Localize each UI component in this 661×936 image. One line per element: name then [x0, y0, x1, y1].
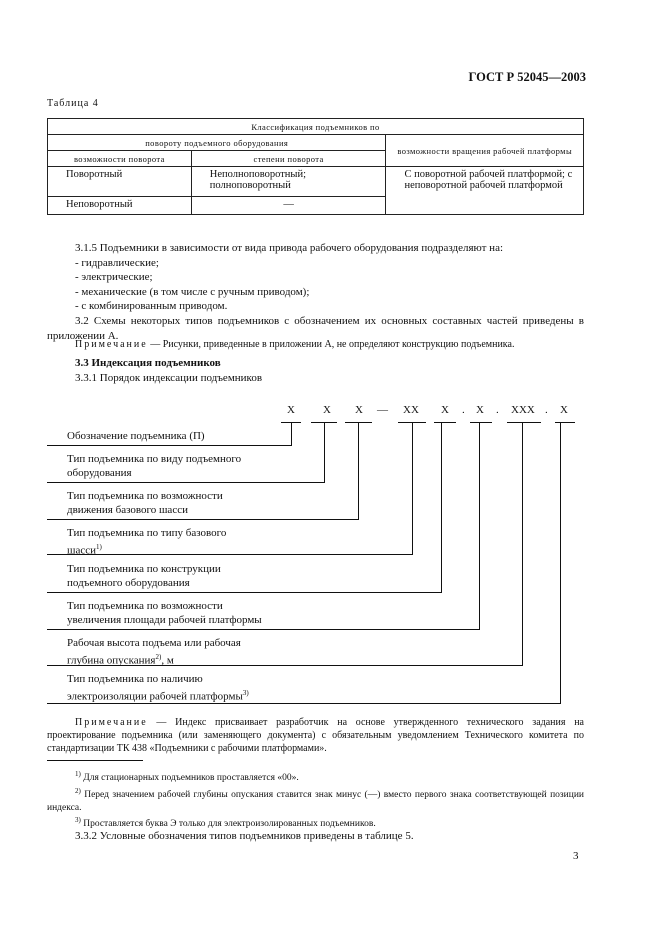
table-head-top: Классификация подъемников по — [48, 119, 584, 135]
connector — [358, 422, 359, 519]
index-code: . — [545, 404, 548, 416]
index-code: ХХХ — [511, 404, 535, 416]
note-text: — Индекс присваивает разработчик на основе утвержденного технического задания на проектирование подъемника (или заменяющего документа) с обязательным уведомлением Технического комитета по стандартизации ТК 438 «Подъемники с рабочими платформами». — [47, 717, 584, 754]
index-label: Тип подъемника по возможности увеличения площади рабочей платформы — [67, 600, 262, 626]
connector — [441, 422, 442, 592]
table-cell: Неполноповоротный; полноповоротный — [191, 167, 386, 197]
table-cell: С поворотной рабочей платформой; с неповоротной рабочей платформой — [386, 167, 584, 215]
index-code: . — [462, 404, 465, 416]
code-bar — [434, 422, 456, 423]
index-code: Х — [287, 404, 295, 416]
code-bar — [555, 422, 575, 423]
note-text: — Рисунки, приведенные в приложении А, не определяют конструкцию подъемника. — [147, 339, 515, 350]
code-bar — [470, 422, 492, 423]
section-3-1-5 — [75, 241, 585, 314]
index-code: Х — [355, 404, 363, 416]
table-cell: Неповоротный — [48, 197, 192, 215]
index-code: ХХ — [403, 404, 419, 416]
index-label: Тип подъемника по конструкции подъемного оборудования — [67, 563, 221, 589]
section-3-3-2: 3.3.2 Условные обозначения типов подъемников приведены в таблице 5. — [75, 830, 414, 842]
index-code: Х — [476, 404, 484, 416]
note-1 — [75, 338, 585, 351]
index-code: . — [496, 404, 499, 416]
table-head-platform: возможности вращения рабочей платформы — [386, 135, 584, 167]
index-label: Тип подъемника по виду подъемного оборудования — [67, 453, 242, 479]
index-label: Тип подъемника по наличию электроизоляции рабочей платформы$^{3)}$ — [67, 673, 249, 703]
section-3-3-1: 3.3.1 Порядок индексации подъемников — [75, 372, 263, 384]
s315-item: - с комбинированным приводом. — [75, 300, 228, 313]
s315-item: - механические (в том числе с ручным приводом); — [75, 285, 310, 298]
table-head-possibility: возможности поворота — [48, 151, 192, 167]
index-label: Тип подъемника по типу базового шасси$^{1)}$ — [67, 527, 227, 557]
table-head-degree: степени поворота — [191, 151, 386, 167]
connector — [522, 422, 523, 665]
index-code: Х — [323, 404, 331, 416]
doc-code: ГОСТ Р 52045—2003 — [468, 70, 586, 84]
connector — [479, 422, 480, 629]
index-label: Рабочая высота подъема или рабочая глубина опускания$^{2)}$, м — [67, 637, 241, 667]
note-label: Примечание — [75, 339, 148, 350]
code-bar — [507, 422, 541, 423]
table-head-rotation: повороту подъемного оборудования — [48, 135, 386, 151]
footnote: $^{1)}$ Для стационарных подъемников проставляется «00». — [75, 770, 299, 784]
s315-item: - электрические; — [75, 271, 153, 284]
index-code: — — [377, 404, 388, 416]
leader — [47, 629, 480, 630]
page-number: 3 — [573, 850, 579, 862]
section-3-2: 3.2 Схемы некоторых типов подъемников с обозначением их основных составных частей приведены в приложении А. — [47, 315, 584, 342]
index-label: Обозначение подъемника (П) — [67, 430, 205, 442]
footnote: $^{2)}$ Перед значением рабочей глубины опускания ставится знак минус (—) вместо первого знака соответствующей позиции индекса. — [47, 786, 584, 813]
connector — [412, 422, 413, 554]
index-code: Х — [560, 404, 568, 416]
footnotes — [47, 768, 584, 831]
table-cell: — — [191, 197, 386, 215]
note-2 — [47, 716, 584, 755]
connector — [324, 422, 325, 482]
index-label: Тип подъемника по возможности движения базового шасси — [67, 490, 223, 516]
connector — [291, 422, 292, 445]
table-4 — [47, 118, 584, 215]
leader — [47, 445, 292, 446]
s315-intro: 3.1.5 Подъемники в зависимости от вида привода рабочего оборудования подразделяют на: — [75, 242, 504, 254]
footnote-rule — [47, 760, 143, 761]
leader — [47, 592, 442, 593]
table-caption: Таблица 4 — [47, 98, 99, 109]
s315-item: - гидравлические; — [75, 256, 159, 269]
leader — [47, 482, 325, 483]
leader — [47, 519, 359, 520]
connector — [560, 422, 561, 703]
table-row — [48, 167, 584, 197]
note-label: Примечание — [75, 717, 148, 728]
footnote: $^{3)}$ Проставляется буква Э только для электроизолированных подъемников. — [75, 816, 376, 830]
section-3-3-title: 3.3 Индексация подъемников — [75, 357, 221, 369]
index-code: Х — [441, 404, 449, 416]
table-cell: Поворотный — [48, 167, 192, 197]
